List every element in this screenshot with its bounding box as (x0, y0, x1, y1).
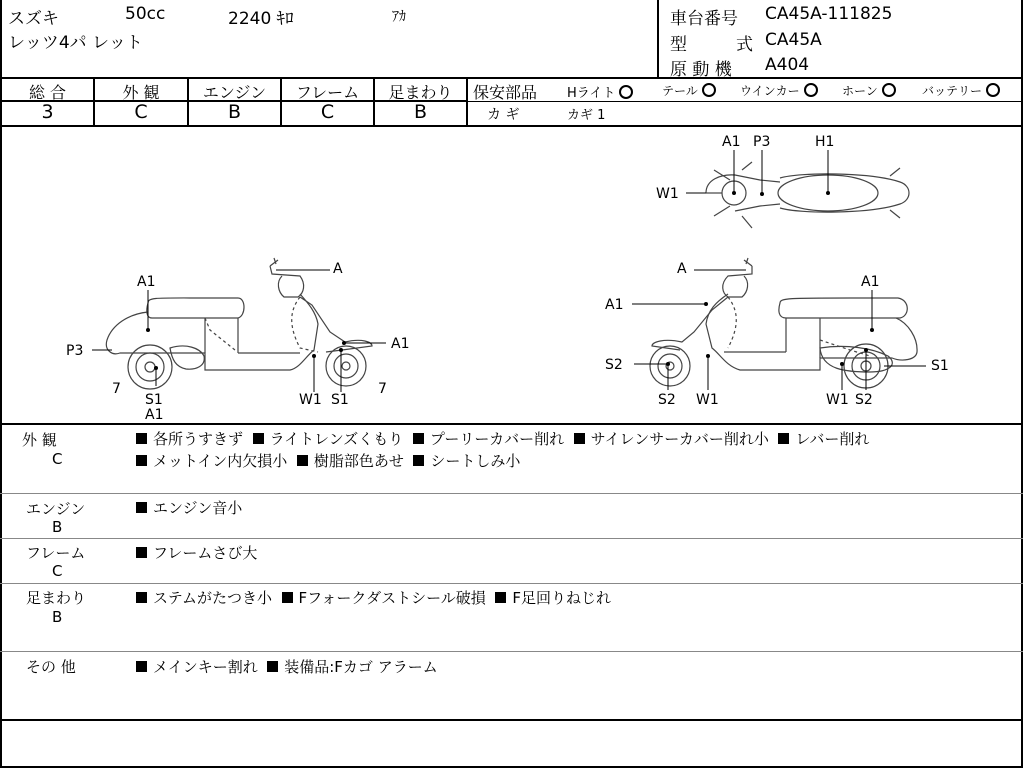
note-line-exterior-1 (136, 428, 869, 449)
bullet-square-icon (413, 455, 424, 466)
bullet-square-icon (778, 433, 789, 444)
notes-top-line (0, 423, 1023, 425)
note-item: メインキー割れ (153, 658, 258, 676)
label-left-s1-front: S1 (331, 392, 349, 408)
grade-label-overall: 総 合 (28, 83, 67, 102)
grade-label-suspension: 足まわり (388, 83, 453, 102)
label-right-s2-bottom: S2 (658, 392, 676, 408)
type-label-1: 型 (670, 35, 687, 55)
label-right-a1-front: A1 (605, 297, 624, 313)
bullet-square-icon (136, 502, 147, 513)
frame-number-label: 車台番号 (670, 9, 738, 29)
label-right-a1-seat: A1 (861, 274, 880, 290)
note-item: フレームさび大 (153, 544, 258, 562)
note-item: プーリーカバー削れ (429, 430, 565, 448)
note-line-other (136, 656, 438, 677)
maker: スズキ (8, 9, 59, 29)
label-right-w1-rear: W1 (826, 392, 849, 408)
note-item: エンジン音小 (153, 499, 243, 517)
note-category-exterior: 外 観 (22, 431, 57, 449)
label-right-s2-rear: S2 (855, 392, 873, 408)
scooter-top-view (706, 162, 909, 228)
notes-bottom-line (0, 719, 1023, 721)
note-item: レバー削れ (795, 430, 870, 448)
note-item: ステムがたつき小 (153, 589, 272, 607)
note-item: 各所うすきず (153, 430, 244, 448)
notes-divider (0, 538, 1023, 539)
note-item: サイレンサーカバー削れ小 (590, 430, 769, 448)
ok-circle-icon (702, 83, 716, 97)
grade-label-engine: エンジン (202, 83, 267, 102)
note-item: F足回りねじれ (512, 589, 611, 607)
note-category-suspension: 足まわり (26, 589, 87, 607)
label-top-p3: P3 (753, 134, 771, 150)
note-line-engine (136, 497, 242, 518)
label-right-s2-front: S2 (605, 357, 623, 373)
bullet-square-icon (297, 455, 308, 466)
label-left-a-handle: A (333, 261, 343, 277)
label-left-a1-seat: A1 (137, 274, 156, 290)
bullet-square-icon (136, 433, 147, 444)
bullet-square-icon (136, 455, 147, 466)
grade-value-frame: C (320, 101, 335, 123)
key-label: カ ギ (487, 107, 520, 123)
note-line-frame (136, 542, 257, 563)
ok-circle-icon (804, 83, 818, 97)
ok-circle-icon (986, 83, 1000, 97)
safety-item-label: バッテリー (922, 84, 983, 98)
safety-mid-line (467, 101, 1023, 102)
mileage: 2240 ｷﾛ (228, 9, 294, 29)
safety-item-label: テール (662, 84, 698, 98)
grade-value-suspension: B (413, 101, 428, 123)
grade-value-exterior: C (134, 101, 148, 123)
color: ｱｶ (392, 9, 406, 25)
bullet-square-icon (282, 592, 293, 603)
label-top-w1: W1 (656, 186, 679, 202)
label-left-s1: S1 (145, 392, 163, 408)
bullet-square-icon (136, 547, 147, 558)
note-grade-suspension: B (52, 608, 63, 626)
note-grade-engine: B (52, 518, 63, 536)
frame-number: CA45A-111825 (765, 4, 893, 24)
safety-item-label: ウインカー (740, 84, 800, 98)
ok-circle-icon (882, 83, 896, 97)
label-right-a-handle: A (677, 261, 687, 277)
note-category-frame: フレーム (26, 544, 86, 562)
label-right-w1-bottom: W1 (696, 392, 719, 408)
bullet-square-icon (574, 433, 585, 444)
grade-label-frame: フレーム (295, 83, 360, 102)
notes-divider (0, 651, 1023, 652)
ok-circle-icon (619, 85, 633, 99)
bullet-square-icon (495, 592, 506, 603)
grade-value-engine: B (227, 101, 242, 123)
safety-item-horn (842, 82, 896, 99)
label-top-a1: A1 (722, 134, 741, 150)
note-item: メットイン内欠損小 (153, 452, 288, 470)
header-divider (657, 0, 659, 78)
grade-value-overall: 3 (41, 101, 54, 123)
label-left-a1-front: A1 (391, 336, 410, 352)
note-item: Fフォークダストシール破損 (298, 589, 486, 607)
header-bottom-line (0, 77, 1023, 79)
note-grade-frame: C (52, 562, 63, 580)
note-line-suspension (136, 587, 611, 608)
scooter-diagram (0, 127, 1022, 423)
label-right-s1-rear: S1 (931, 358, 949, 374)
label-left-p3: P3 (66, 343, 84, 359)
safety-item-headlight (567, 82, 633, 101)
safety-title: 保安部品 (473, 83, 538, 102)
label-top-h1: H1 (815, 134, 835, 150)
bullet-square-icon (267, 661, 278, 672)
label-left-7-rear: 7 (112, 381, 121, 397)
note-category-engine: エンジン (26, 500, 86, 518)
safety-item-label: ホーン (842, 84, 878, 98)
displacement: 50cc (125, 4, 166, 24)
safety-item-tail (662, 82, 716, 99)
key-value: カギ 1 (567, 108, 606, 123)
note-item: 装備品:Fカゴ アラーム (284, 658, 438, 676)
engine-label: 原 動 機 (670, 60, 732, 80)
label-left-w1: W1 (299, 392, 322, 408)
note-item: ライトレンズくもり (269, 430, 404, 448)
model-name: レッツ4パ レット (8, 33, 143, 53)
note-line-exterior-2 (136, 450, 520, 471)
safety-item-label: Hライト (567, 86, 616, 101)
engine-value: A404 (765, 55, 810, 75)
note-item: シートしみ小 (430, 452, 521, 470)
type-label-2: 式 (736, 35, 753, 55)
safety-item-battery (922, 82, 1000, 99)
type-value: CA45A (765, 30, 822, 50)
bullet-square-icon (136, 661, 147, 672)
note-category-other: その 他 (26, 658, 76, 676)
safety-item-winker (740, 82, 818, 99)
notes-divider (0, 583, 1023, 584)
label-left-a1-bottom: A1 (145, 407, 164, 423)
note-grade-exterior: C (52, 450, 63, 468)
notes-divider (0, 493, 1023, 494)
note-item: 樹脂部色あせ (313, 452, 404, 470)
bullet-square-icon (413, 433, 424, 444)
grade-label-exterior: 外 観 (122, 83, 160, 102)
bullet-square-icon (136, 592, 147, 603)
label-left-7-front: 7 (378, 381, 387, 397)
bullet-square-icon (253, 433, 264, 444)
